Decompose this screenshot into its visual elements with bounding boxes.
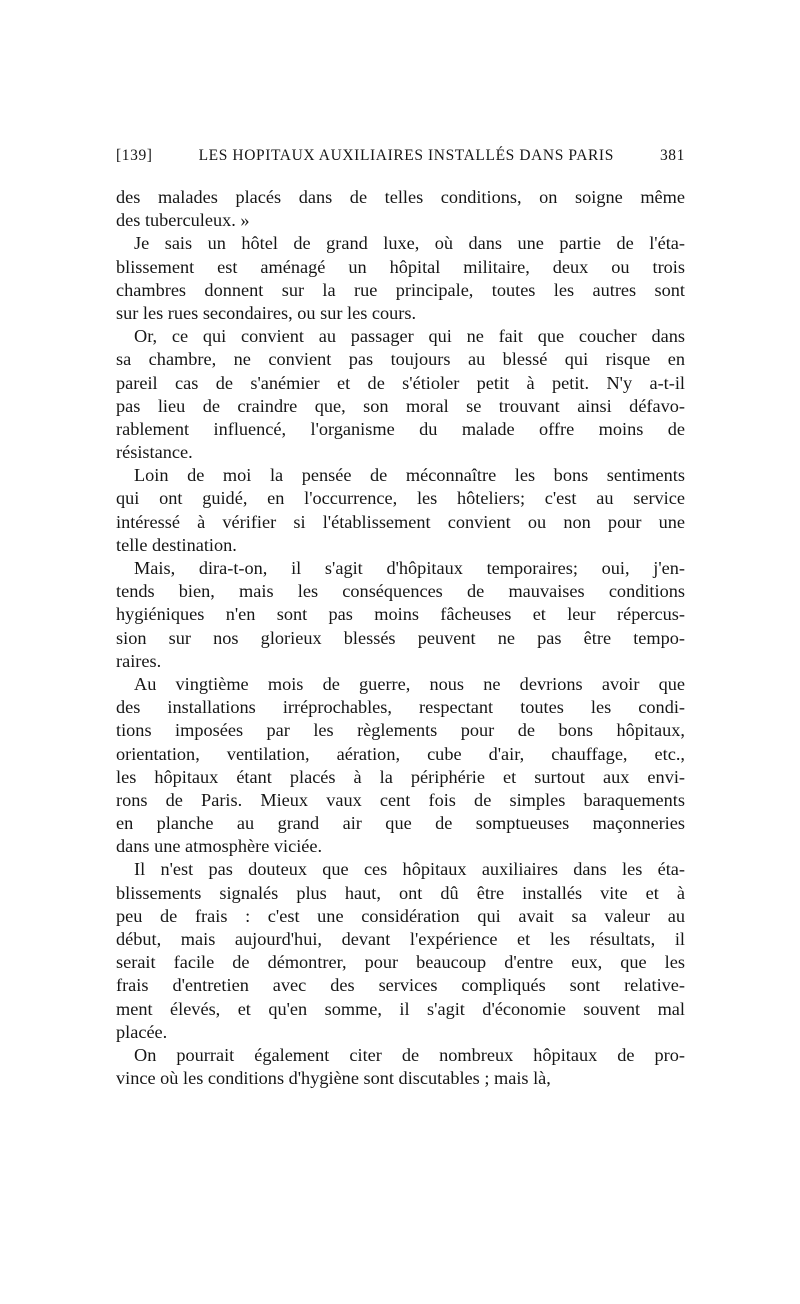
text-line: résistance. [116, 442, 193, 463]
text-line: début, mais aujourd'hui, devant l'expérience et les résultats, il [116, 929, 685, 949]
text-line: Mais, dira-t-on, il s'agit d'hôpitaux temporaires; oui, j'en- [134, 558, 685, 578]
text-line: telle destination. [116, 534, 237, 555]
paragraph [116, 186, 685, 232]
text-line: intéressé à vérifier si l'établissement convient ou non pour une [116, 511, 685, 532]
text-line: orientation, ventilation, aération, cube d'air, chauffage, etc., [116, 743, 685, 764]
text-line: Au vingtième mois de guerre, nous ne devrions avoir que [134, 673, 685, 694]
text-line: rablement influencé, l'organisme du malade offre moins de [116, 418, 685, 439]
text-line: vince où les conditions d'hygiène sont discutables ; mais là, [116, 1068, 551, 1089]
text-line: raires. [116, 650, 162, 671]
text-line: hygiéniques n'en sont pas moins fâcheuses et leur répercus- [116, 604, 685, 625]
text-line: Il n'est pas douteux que ces hôpitaux auxiliaires dans les éta- [134, 859, 685, 880]
paragraph [116, 464, 685, 557]
text-line: blissement est aménagé un hôpital militaire, deux ou trois [116, 256, 685, 277]
text-line: tends bien, mais les conséquences de mauvaises conditions [116, 581, 685, 602]
text-line: les hôpitaux étant placés à la périphérie et surtout aux envi- [116, 766, 685, 787]
text-line: ment élevés, et qu'en somme, il s'agit d'économie souvent mal [116, 998, 685, 1019]
text-line: placée. [116, 1021, 168, 1042]
text-line: Loin de moi la pensée de méconnaître les bons sentiments [134, 465, 685, 486]
text-line: des tuberculeux. » [116, 210, 250, 231]
text-line: frais d'entretien avec des services compliqués sont relative- [116, 975, 685, 996]
text-line: pas lieu de craindre que, son moral se trouvant ainsi défavo- [116, 395, 685, 416]
text-line: On pourrait également citer de nombreux hôpitaux de pro- [134, 1044, 685, 1065]
paragraph [116, 325, 685, 464]
paragraph [116, 232, 685, 325]
text-line: rons de Paris. Mieux vaux cent fois de simples baraquements [116, 789, 685, 810]
text-line: Je sais un hôtel de grand luxe, où dans une partie de l'éta- [134, 233, 685, 254]
paragraph [116, 673, 685, 859]
text-line: en planche au grand air que de somptueuses maçonneries [116, 813, 685, 834]
text-line: pareil cas de s'anémier et de s'étioler petit à petit. N'y a-t-il [116, 372, 685, 393]
text-line: serait facile de démontrer, pour beaucoup d'entre eux, que les [116, 952, 685, 973]
text-line: dans une atmosphère viciée. [116, 836, 323, 857]
running-title: LES HOPITAUX AUXILIAIRES INSTALLÉS DANS PARIS [198, 147, 614, 164]
running-header [116, 147, 685, 165]
paragraph [116, 557, 685, 673]
text-line: Or, ce qui convient au passager qui ne fait que coucher dans [134, 326, 685, 347]
text-line: blissements signalés plus haut, ont dû être installés vite et à [116, 882, 685, 903]
text-line: qui ont guidé, en l'occurrence, les hôteliers; c'est au service [116, 488, 685, 509]
text-line: sa chambre, ne convient pas toujours au blessé qui risque en [116, 349, 685, 370]
text-line: sion sur nos glorieux blessés peuvent ne pas être tempo- [116, 627, 685, 648]
paragraph [116, 858, 685, 1044]
page-body [116, 186, 685, 1090]
text-line: sur les rues secondaires, ou sur les cours. [116, 302, 417, 323]
page-number: 381 [659, 147, 685, 164]
text-line: des installations irréprochables, respectant toutes les condi- [116, 697, 685, 718]
text-line: peu de frais : c'est une considération qui avait sa valeur au [116, 905, 685, 926]
text-line: tions imposées par les règlements pour de bons hôpitaux, [116, 720, 685, 741]
paragraph [116, 1044, 685, 1090]
text-line: des malades placés dans de telles conditions, on soigne même [116, 187, 685, 207]
text-line: chambres donnent sur la rue principale, toutes les autres sont [116, 279, 685, 300]
section-number: [139] [116, 147, 153, 164]
